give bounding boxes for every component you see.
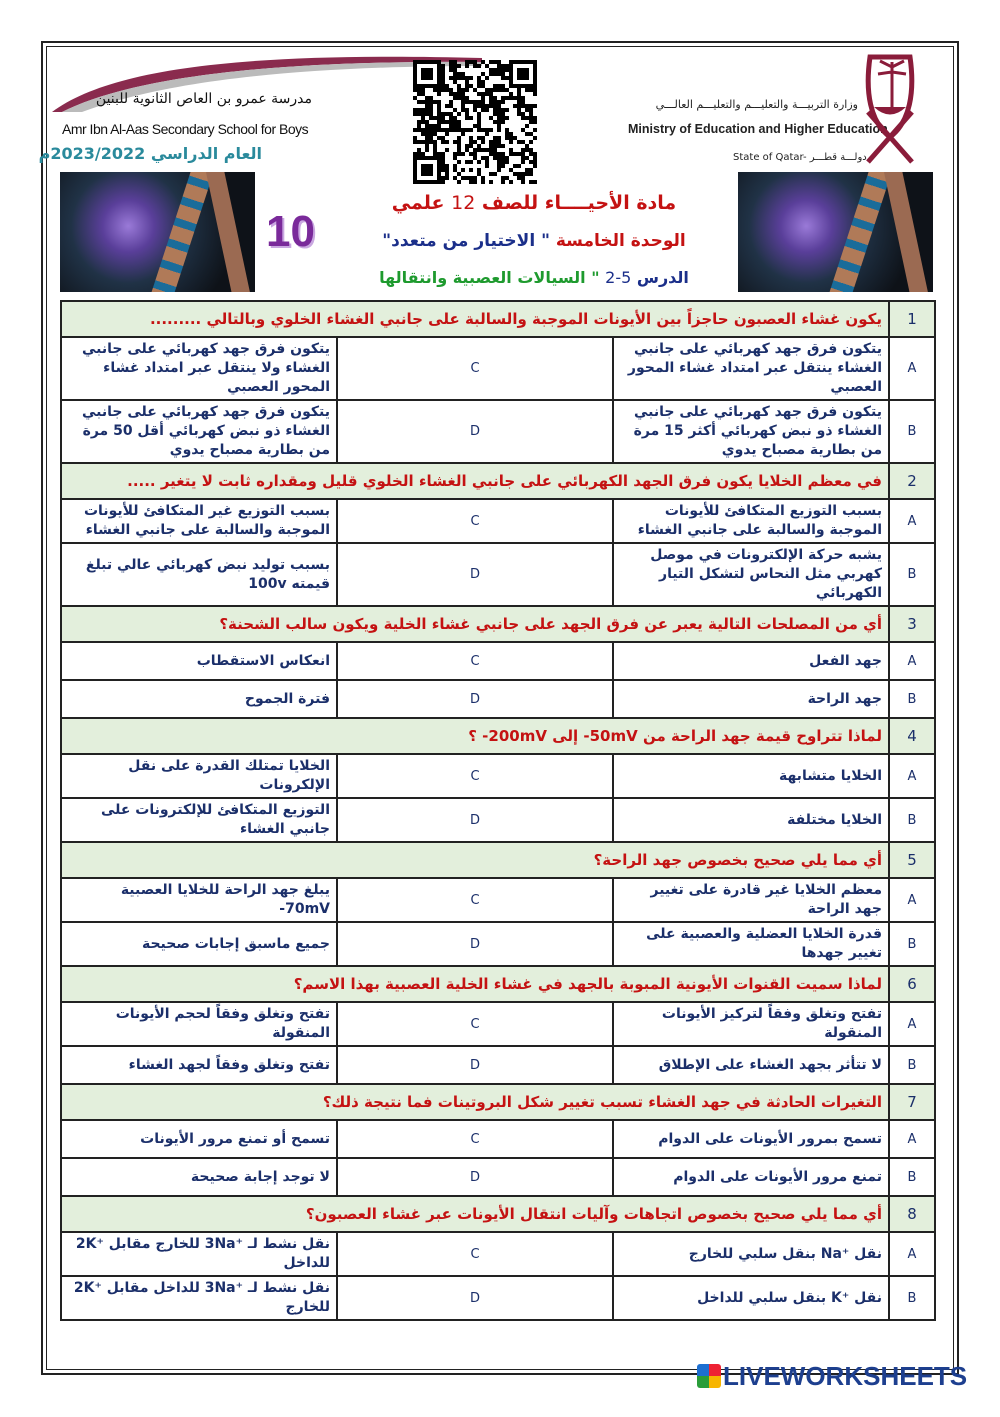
quiz-table <box>60 300 936 1321</box>
option-row <box>61 1232 935 1276</box>
option-b[interactable]: يتكون فرق جهد كهربائي على جانبي الغشاء ذو نبض كهربائي أكثر 15 مرة من بطارية مصباح يدوي <box>613 400 889 463</box>
option-letter-a: A <box>889 1232 935 1276</box>
option-a[interactable]: نقل ⁺Na بنقل سلبي للخارج <box>613 1232 889 1276</box>
option-letter-b: B <box>889 1046 935 1084</box>
option-c[interactable]: نقل نشط لـ ⁺3Na للخارج مقابل ⁺2K للداخل <box>61 1232 337 1276</box>
question-row <box>61 966 935 1002</box>
option-letter-d: D <box>337 798 613 842</box>
option-letter-b: B <box>889 798 935 842</box>
option-letter-c: C <box>337 754 613 798</box>
state-of-qatar: State of Qatar- دولـــة قطـــر <box>733 152 867 163</box>
question-text: لماذا سميت القنوات الأيونية المبوبة بالجهد في غشاء الخلية العصبية بهذا الاسم؟ <box>61 966 889 1002</box>
option-b[interactable]: الخلايا مختلفة <box>613 798 889 842</box>
question-number: 6 <box>889 966 935 1002</box>
option-letter-a: A <box>889 754 935 798</box>
question-text: التغيرات الحادثة في جهد الغشاء تسبب تغيير شكل البروتينات فما نتيجة ذلك؟ <box>61 1084 889 1120</box>
option-letter-c: C <box>337 642 613 680</box>
liveworksheets-logo[interactable] <box>697 1361 967 1391</box>
option-row <box>61 1046 935 1084</box>
question-row <box>61 718 935 754</box>
option-letter-d: D <box>337 922 613 966</box>
option-row <box>61 499 935 543</box>
option-letter-d: D <box>337 680 613 718</box>
option-row <box>61 642 935 680</box>
question-row <box>61 1196 935 1232</box>
question-text: أي مما يلي صحيح بخصوص اتجاهات وآليات انتقال الأيونات عبر غشاء العصبون؟ <box>61 1196 889 1232</box>
question-text: أي مما يلي صحيح بخصوص جهد الراحة؟ <box>61 842 889 878</box>
option-b[interactable]: تمنع مرور الأيونات على الدوام <box>613 1158 889 1196</box>
footer <box>0 1357 1000 1417</box>
option-letter-c: C <box>337 499 613 543</box>
question-row <box>61 301 935 337</box>
option-row <box>61 1158 935 1196</box>
option-row <box>61 400 935 463</box>
option-row <box>61 543 935 606</box>
option-a[interactable]: يتكون فرق جهد كهربائي على جانبي الغشاء ينتقل عبر امتداد غشاء المحور العصبي <box>613 337 889 400</box>
option-b[interactable]: قدرة الخلايا العضلية والعصبية على تغيير جهدها <box>613 922 889 966</box>
option-letter-b: B <box>889 680 935 718</box>
option-a[interactable]: معظم الخلايا غير قادرة على تغيير جهد الراحة <box>613 878 889 922</box>
option-letter-a: A <box>889 1002 935 1046</box>
qatar-emblem-icon <box>860 52 920 167</box>
question-row <box>61 606 935 642</box>
option-d[interactable]: التوزيع المتكافئ للإلكترونات على جانبي الغشاء <box>61 798 337 842</box>
option-letter-b: B <box>889 1158 935 1196</box>
question-number: 8 <box>889 1196 935 1232</box>
option-c[interactable]: انعكاس الاستقطاب <box>61 642 337 680</box>
lesson-label: الدرس <box>636 268 689 287</box>
question-number: 7 <box>889 1084 935 1120</box>
grade-track: علمي <box>391 192 445 214</box>
option-letter-b: B <box>889 400 935 463</box>
option-row <box>61 798 935 842</box>
brand-text: LIVEWORKSHEETS <box>723 1361 968 1391</box>
option-a[interactable]: بسبب التوزيع المتكافئ للأيونات الموجبة والسالبة على جانبي الغشاء <box>613 499 889 543</box>
option-letter-b: B <box>889 1276 935 1320</box>
question-row <box>61 1084 935 1120</box>
option-a[interactable]: الخلايا متشابهة <box>613 754 889 798</box>
option-letter-d: D <box>337 1158 613 1196</box>
option-b[interactable]: جهد الراحة <box>613 680 889 718</box>
option-letter-c: C <box>337 878 613 922</box>
option-c[interactable]: يتكون فرق جهد كهربائي على جانبي الغشاء ولا ينتقل عبر امتداد غشاء المحور العصبي <box>61 337 337 400</box>
option-letter-d: D <box>337 1046 613 1084</box>
question-number: 1 <box>889 301 935 337</box>
neuron-brain-image-right <box>738 172 933 292</box>
worksheet-number: 10 <box>266 207 315 256</box>
question-number: 5 <box>889 842 935 878</box>
option-d[interactable]: فترة الجموح <box>61 680 337 718</box>
school-name-arabic: مدرسة عمرو بن العاص الثانوية للبنين <box>95 91 312 107</box>
question-text: لماذا تتراوح قيمة جهد الراحة من 50mV- إلى 200mV- ؟ <box>61 718 889 754</box>
option-letter-a: A <box>889 878 935 922</box>
option-letter-d: D <box>337 543 613 606</box>
lesson-number: 5-2 <box>605 268 632 287</box>
option-a[interactable]: جهد الفعل <box>613 642 889 680</box>
option-c[interactable]: الخلايا تمتلك القدرة على نقل الإلكرونات <box>61 754 337 798</box>
question-text: في معظم الخلايا يكون فرق الجهد الكهربائي على جانبي الغشاء الخلوي قليل ومقداره ثابت لا يتغير ..... <box>61 463 889 499</box>
lesson-name: " السيالات العصبية وانتقالها <box>379 268 600 287</box>
option-letter-a: A <box>889 642 935 680</box>
ministry-name-english: Ministry of Education and Higher Education <box>628 122 888 136</box>
option-letter-c: C <box>337 1232 613 1276</box>
option-b[interactable]: يشبه حركة الإلكترونات في موصل كهربي مثل النحاس لتشكل التيار الكهربائي <box>613 543 889 606</box>
option-row <box>61 680 935 718</box>
question-number: 4 <box>889 718 935 754</box>
question-text: يكون غشاء العصبون حاجزاً بين الأيونات الموجبة والسالبة على جانبي الغشاء الخلوي وبالتالي ......... <box>61 301 889 337</box>
question-row <box>61 463 935 499</box>
option-row <box>61 1120 935 1158</box>
option-letter-c: C <box>337 337 613 400</box>
option-c[interactable]: يبلغ جهد الراحة للخلايا العصبية 70mV- <box>61 878 337 922</box>
option-letter-a: A <box>889 499 935 543</box>
school-name-english: Amr Ibn Al-Aas Secondary School for Boys <box>62 121 309 137</box>
liveworksheets-icon <box>697 1364 721 1388</box>
subject-title <box>335 190 733 216</box>
option-letter-c: C <box>337 1120 613 1158</box>
option-letter-a: A <box>889 1120 935 1158</box>
option-letter-a: A <box>889 337 935 400</box>
option-letter-d: D <box>337 1276 613 1320</box>
option-d[interactable]: بسبب توليد نبض كهربائي عالي تبلغ قيمته 100v <box>61 543 337 606</box>
ministry-name-arabic: وزارة التربيـــة والتعليـــم والتعليـــم العالـــي <box>655 98 858 111</box>
option-row <box>61 754 935 798</box>
option-letter-c: C <box>337 1002 613 1046</box>
academic-year: العام الدراسي 2023/2022م <box>38 144 262 163</box>
option-c[interactable]: تفتح وتغلق وفقاً لحجم الأيونات المنقولة <box>61 1002 337 1046</box>
question-text: أي من المصلحات التالية يعبر عن فرق الجهد على جانبي غشاء الخلية ويكون سالب الشحنة؟ <box>61 606 889 642</box>
option-row <box>61 1276 935 1320</box>
unit-name: " الاختيار من متعدد" <box>382 231 550 251</box>
option-d[interactable]: نقل نشط لـ ⁺3Na للداخل مقابل ⁺2K للخارج <box>61 1276 337 1320</box>
option-row <box>61 337 935 400</box>
option-a[interactable]: تفتح وتغلق وفقاً لتركيز الأيونات المنقولة <box>613 1002 889 1046</box>
option-row <box>61 922 935 966</box>
lesson-title <box>335 266 733 290</box>
subject-label: مادة الأحيــــاء للصف <box>481 192 677 214</box>
option-c[interactable]: تسمح أو تمنع مرور الأيونات <box>61 1120 337 1158</box>
neuron-brain-image-left <box>60 172 255 292</box>
option-c[interactable]: بسبب التوزيع غير المتكافئ للأيونات الموجبة والسالبة على جانبي الغشاء <box>61 499 337 543</box>
option-letter-b: B <box>889 543 935 606</box>
option-d[interactable]: تفتح وتغلق وفقاً لجهد الغشاء <box>61 1046 337 1084</box>
unit-title <box>335 229 733 253</box>
option-letter-d: D <box>337 400 613 463</box>
question-number: 2 <box>889 463 935 499</box>
option-d[interactable]: جميع ماسبق إجابات صحيحة <box>61 922 337 966</box>
option-row <box>61 1002 935 1046</box>
option-a[interactable]: تسمح بمرور الأيونات على الدوام <box>613 1120 889 1158</box>
option-row <box>61 878 935 922</box>
question-number: 3 <box>889 606 935 642</box>
option-d[interactable]: يتكون فرق جهد كهربائي على جانبي الغشاء ذو نبض كهربائي أقل 50 مرة من بطارية مصباح يدوي <box>61 400 337 463</box>
option-b[interactable]: لا تتأثر بجهد الغشاء على الإطلاق <box>613 1046 889 1084</box>
qr-code-icon <box>413 60 537 184</box>
option-d[interactable]: لا توجد إجابة صحيحة <box>61 1158 337 1196</box>
question-row <box>61 842 935 878</box>
option-letter-b: B <box>889 922 935 966</box>
option-b[interactable]: نقل ⁺K بنقل سلبي للداخل <box>613 1276 889 1320</box>
grade-number: 12 <box>451 192 476 214</box>
unit-label: الوحدة الخامسة <box>555 231 686 251</box>
